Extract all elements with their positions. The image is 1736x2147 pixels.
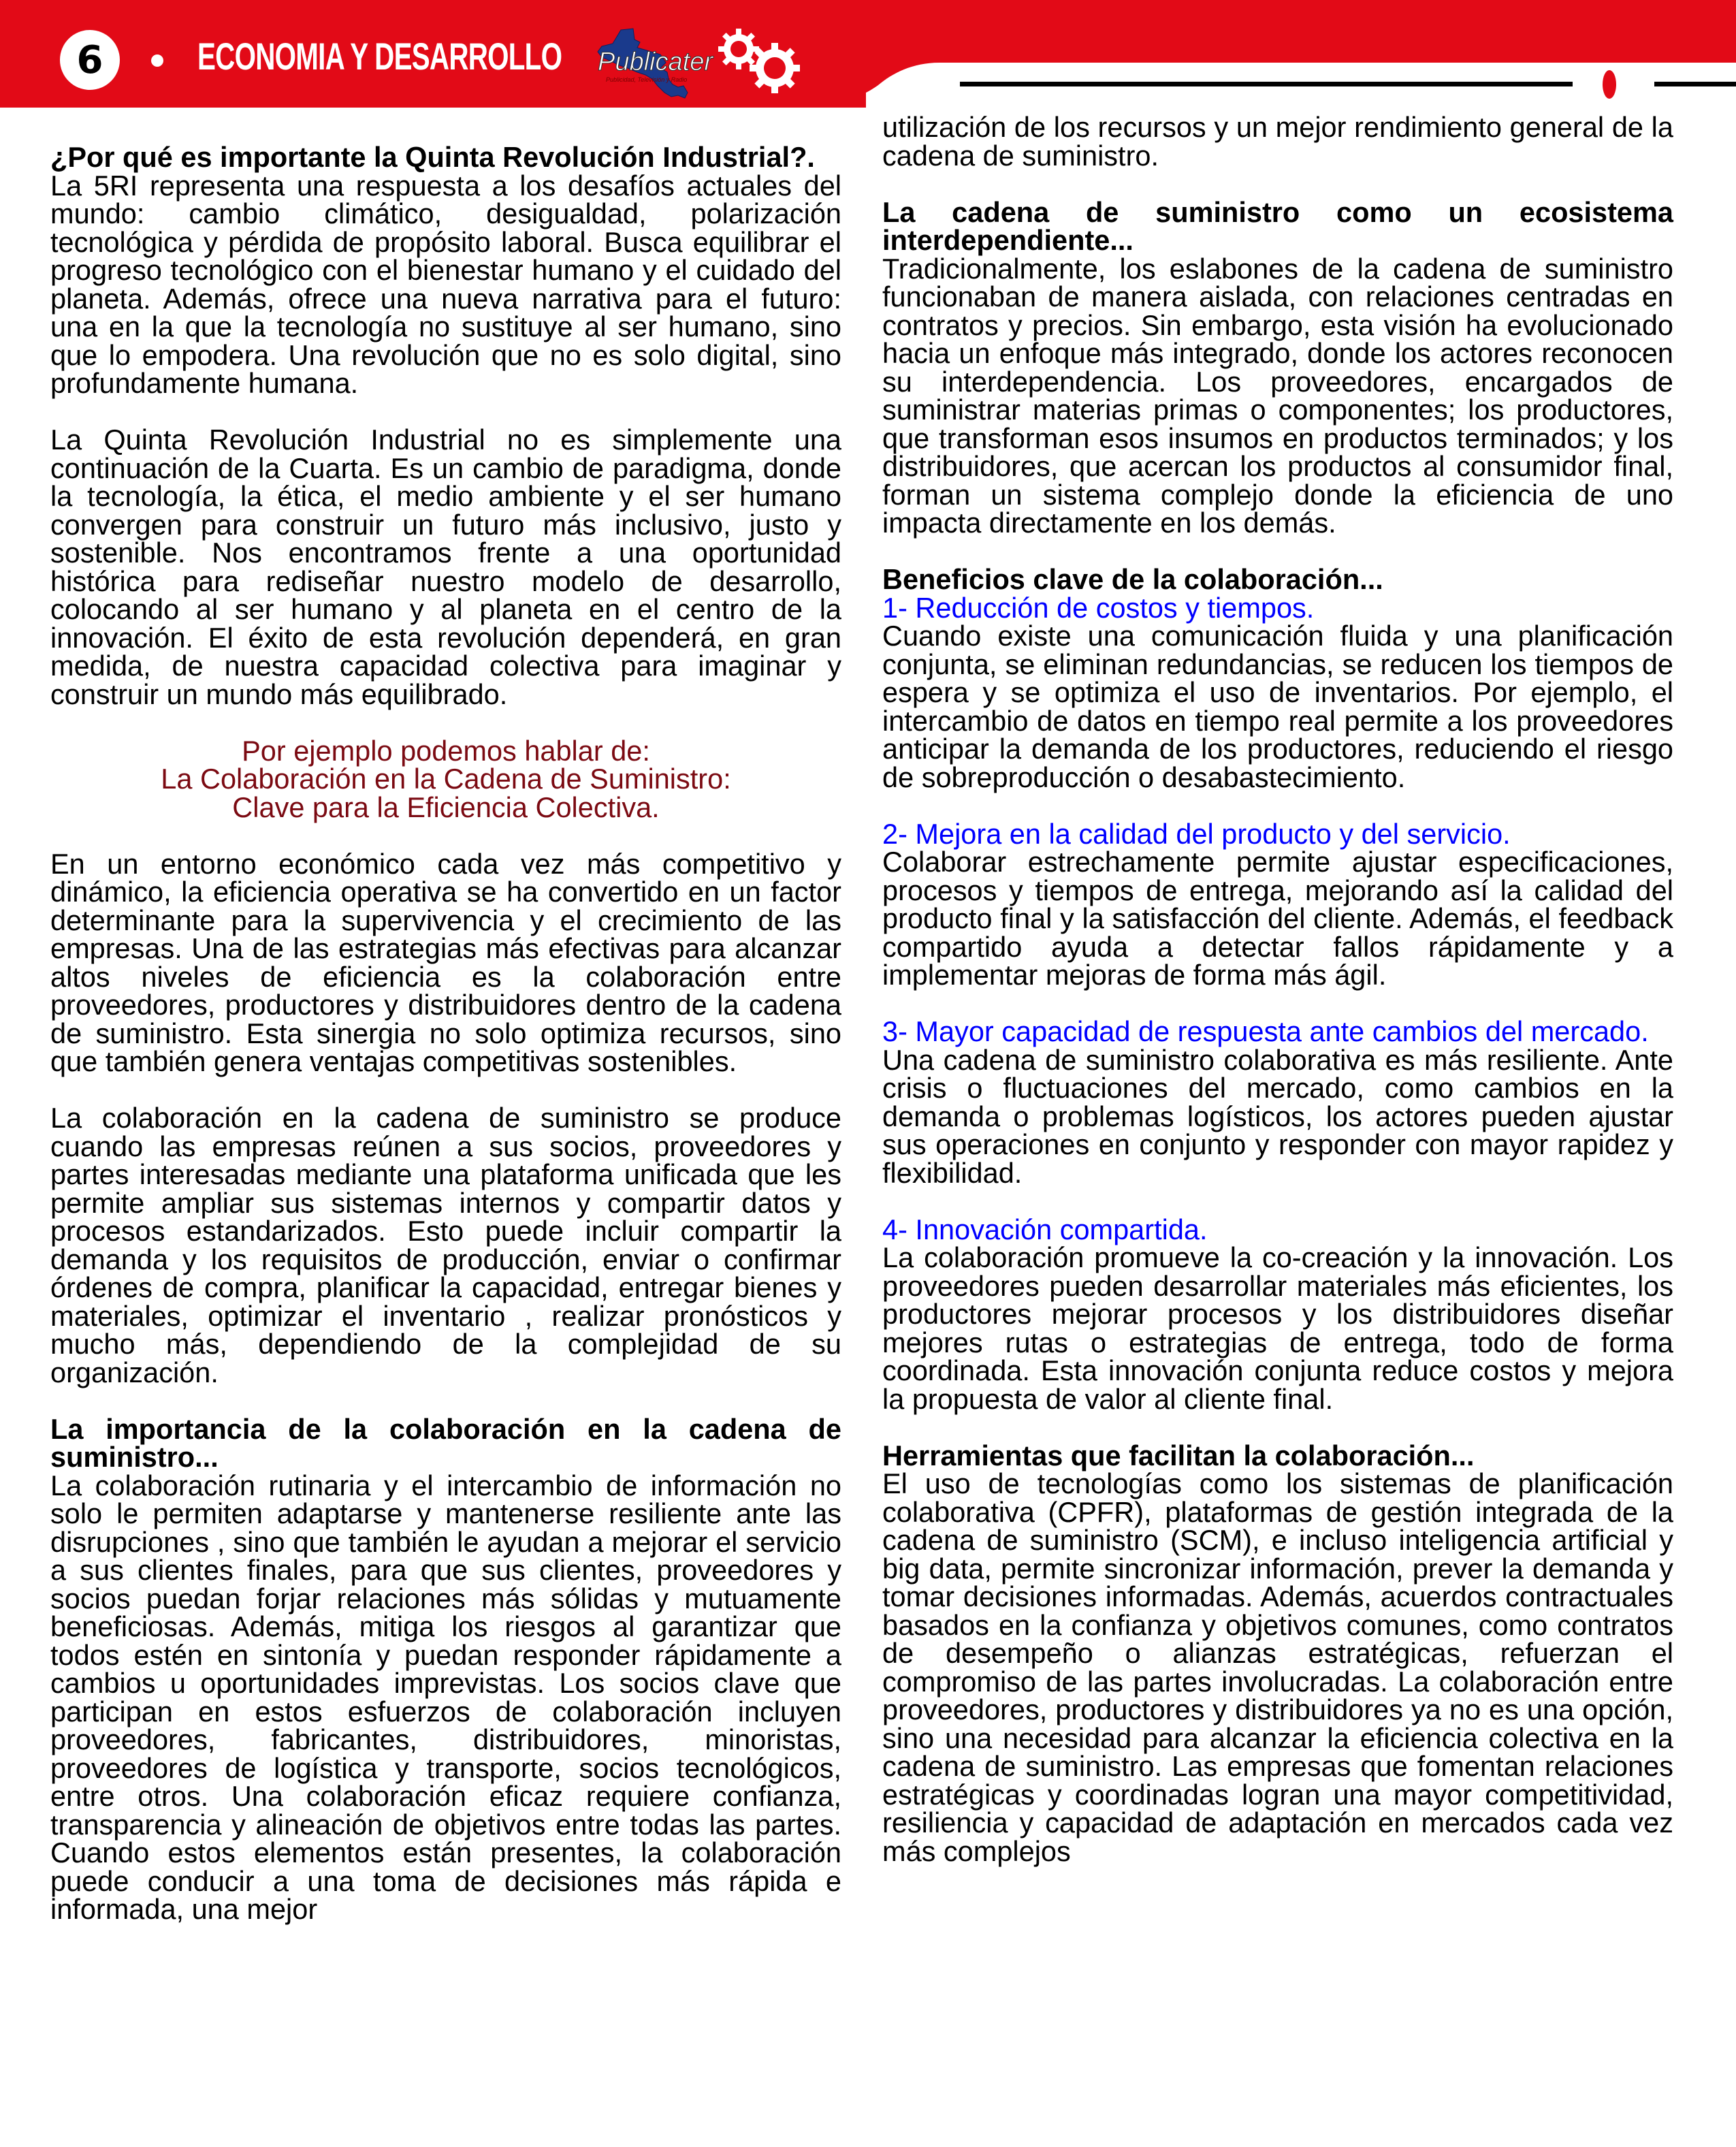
heading-tools: Herramientas que facilitan la colaboración... [882, 1439, 1475, 1472]
logo-tagline: Publicidad, Televisión y Radio [606, 76, 688, 83]
section-title: ECONOMIA Y DESARROLLO [197, 35, 562, 78]
benefit-body: La colaboración promueve la co-creación y la innovación. Los proveedores pueden desarrollar materiales más eficientes, los productores mejorar procesos y los distribuidores diseñar mejores rutas o estrategias de entrega, todo de forma coordinada. Esta innovación conjunta reduce costos y mejora la propuesta de valor al cliente final. [882, 1241, 1673, 1415]
heading-why-5ri: ¿Por qué es importante la Quinta Revolución Industrial?. [50, 141, 815, 173]
heading-ecosystem: La cadena de suministro como un ecosistema interdependiente... [882, 195, 1673, 256]
highlight-line-2: La Colaboración en la Cadena de Suministro: [161, 763, 731, 795]
paragraph-collaboration-definition: La colaboración en la cadena de suministro se produce cuando las empresas reúnen a sus socios, proveedores y partes interesadas mediante una plataforma unificada que les permite ampliar sus sistemas internos y compartir datos y procesos estandarizados. Esto puede incluir compartir la demanda y los requisitos de producción, enviar o confirmar órdenes de compra, planificar la capacidad, entregar bienes y materiales, optimizar el inventario , realizar pronósticos y mucho más, dependiendo de la complejidad de su organización. [50, 1102, 841, 1388]
heading-importance: La importancia de la colaboración en la cadena de suministro... [50, 1412, 841, 1473]
gears-icon [715, 26, 803, 94]
benefit-body: Cuando existe una comunicación fluida y una planificación conjunta, se eliminan redundancias, se reducen los tiempos de espera y se optimiza el uso de inventarios. Por ejemplo, el intercambio de datos en tiempo real permite a los proveedores anticipar la demanda de los productores, reduciendo el riesgo de sobreproducción o desabastecimiento. [882, 620, 1673, 793]
highlight-line-3: Clave para la Eficiencia Colectiva. [232, 791, 660, 823]
page-header [0, 0, 1736, 109]
logo-name: Publicater [598, 48, 713, 76]
benefit-item [882, 1215, 1673, 1414]
paragraph-5ri-intro: La 5RI representa una respuesta a los desafíos actuales del mundo: cambio climático, desigualdad, polarización tecnológica y pérdida de propósito laboral. Busca equilibrar el progreso tecnológico con el bienestar humano y el cuidado del planeta. Además, ofrece una nueva narrativa para el futuro: una en la que la tecnología no sustituye al ser humano, sino que lo empodera. Una revolución que no es solo digital, sino profundamente humana. [50, 169, 841, 399]
page-number: 6 [76, 37, 103, 82]
benefit-body: Colaborar estrechamente permite ajustar especificaciones, procesos y tiempos de entrega, mejorando así la calidad del producto final y la satisfacción del cliente. Además, el feedback compartido ayuda a detectar fallos rápidamente y a implementar mejoras de forma más ágil. [882, 846, 1673, 991]
heading-benefits: Beneficios clave de la colaboración... [882, 563, 1383, 595]
page-number-badge [60, 30, 120, 90]
header-rule-dot [1603, 70, 1616, 99]
benefit-title: 1- Reducción de costos y tiempos. [882, 591, 1315, 624]
benefit-body: Una cadena de suministro colaborativa es más resiliente. Ante crisis o fluctuaciones del mercado, como cambios en la demanda o problemas logísticos, los actores pueden ajustar sus operaciones en conjunto y responder con mayor rapidez y flexibilidad. [882, 1043, 1673, 1189]
bullet-dot-icon [151, 54, 163, 67]
benefit-title: 3- Mayor capacidad de respuesta ante cambios del mercado. [882, 1015, 1649, 1047]
header-rule-right [1654, 82, 1736, 86]
benefit-item [882, 591, 1673, 793]
paragraph-ecosystem: Tradicionalmente, los eslabones de la cadena de suministro funcionaban de manera aislada, con relaciones centradas en contratos y precios. Sin embargo, esta visión ha evolucionado hacia un enfoque más integrado, donde los actores reconocen su interdependencia. Los proveedores, encargados de suministrar materias primas o componentes; los productores, que transforman esos insumos en productos terminados; y los distribuidores, que acercan los productos al consumidor final, forman un sistema complejo donde la eficiencia de uno impacta directamente en los demás. [882, 252, 1673, 539]
highlight-line-1: Por ejemplo podemos hablar de: [242, 734, 650, 767]
benefit-item [882, 817, 1673, 991]
benefit-item [882, 1017, 1673, 1187]
paragraph-economic-environment: En un entorno económico cada vez más competitivo y dinámico, la eficiencia operativa se ha convertido en un factor determinante para la supervivencia y el crecimiento de las empresas. Una de las estrategias más efectivas para alcanzar altos niveles de eficiencia es la colaboración entre proveedores, productores y distribuidores dentro de la cadena de suministro. Esta sinergia no solo optimiza recursos, sino que también genera ventajas competitivas sostenibles. [50, 847, 841, 1077]
highlight-block [50, 734, 841, 823]
left-column [50, 143, 841, 1924]
benefit-title: 4- Innovación compartida. [882, 1213, 1208, 1245]
header-rule-left [960, 82, 1573, 86]
paragraph-tools: El uso de tecnologías como los sistemas de planificación colaborativa (CPFR), plataformas de gestión integrada de la cadena de suministro (SCM), e incluso inteligencia artificial y big data, permite sincronizar información, prever la demanda y tomar decisiones informadas. Además, acuerdos contractuales basados en la confianza y objetivos comunes, como contratos de desempeño o alianzas estratégicas, refuerzan el compromiso de las partes involucradas. La colaboración entre proveedores, productores y distribuidores ya no es una opción, sino una necesidad para alcanzar la eficiencia colectiva en la cadena de suministro. Las empresas que fomentan relaciones estratégicas y coordinadas logran una mayor competitividad, resiliencia y capacidad de adaptación en mercados cada vez más complejos [882, 1467, 1673, 1867]
paragraph-paradigm: La Quinta Revolución Industrial no es simplemente una continuación de la Cuarta. Es un cambio de paradigma, donde la tecnología, la ética, el medio ambiente y el ser humano convergen para construir un futuro más inclusivo, justo y sostenible. Nos encontramos frente a una oportunidad histórica para rediseñar nuestro modelo de desarrollo, colocando al ser humano y al planeta en el centro de la innovación. El éxito de esta revolución dependerá, en gran medida, de nuestra capacidad colectiva para imaginar y construir un mundo más equilibrado. [50, 424, 841, 710]
right-column [882, 113, 1673, 1865]
paragraph-continued: utilización de los recursos y un mejor rendimiento general de la cadena de suministro. [882, 111, 1673, 172]
publicater-logo [592, 27, 713, 102]
benefit-title: 2- Mejora en la calidad del producto y del servicio. [882, 817, 1511, 850]
paragraph-importance: La colaboración rutinaria y el intercambio de información no solo le permiten adaptarse y mantenerse resiliente ante las disrupciones , sino que también le ayudan a mejorar el servicio a sus clientes finales, para que sus clientes, proveedores y socios puedan forjar relaciones más sólidas y mutuamente beneficiosas. Además, mitiga los riesgos al garantizar que todos estén en sintonía y puedan responder rápidamente a cambios u oportunidades imprevistas. Los socios clave que participan en estos esfuerzos de colaboración incluyen proveedores, fabricantes, distribuidores, minoristas, proveedores de logística y transporte, socios tecnológicos, entre otros. Una colaboración eficaz requiere confianza, transparencia y alineación de objetivos entre todas las partes. Cuando estos elementos están presentes, la colaboración puede conducir a una toma de decisiones más rápida e informada, una mejor [50, 1469, 841, 1925]
